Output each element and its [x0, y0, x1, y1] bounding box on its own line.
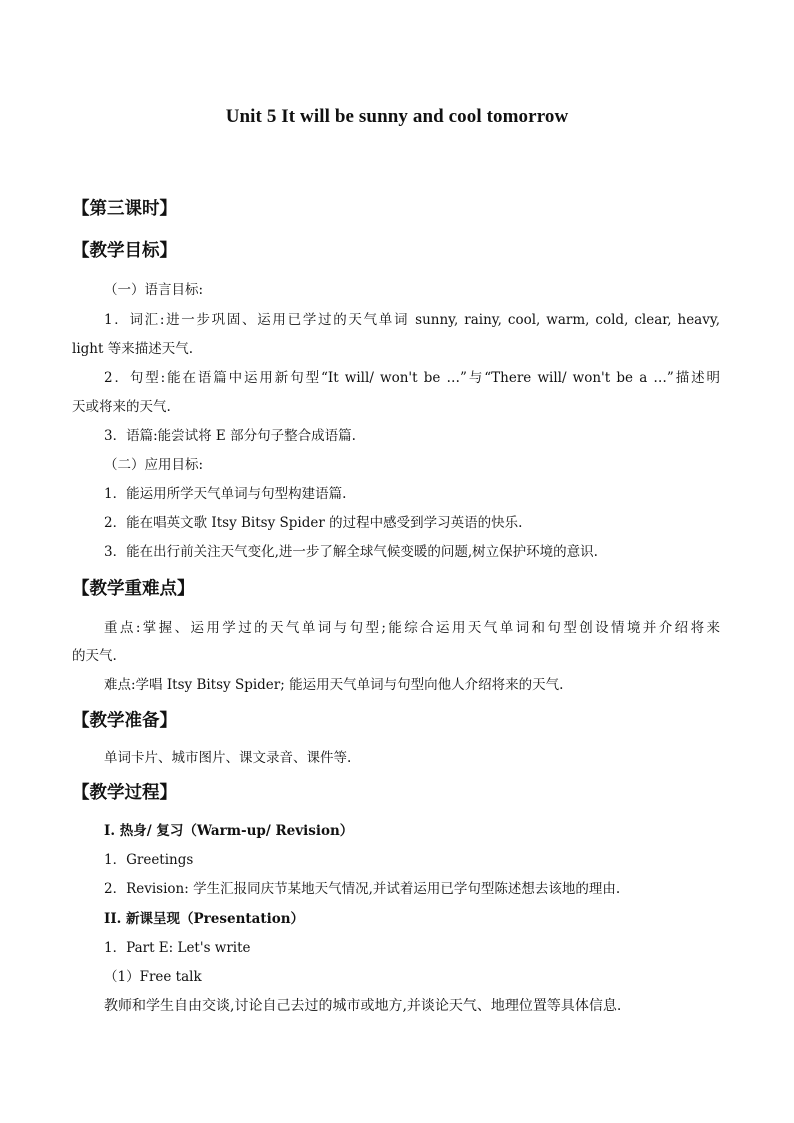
step-presentation-subitem-1: （1）Free talk — [104, 969, 202, 985]
objective-item-2-line1: 2．句型:能在语篇中运用新句型“It will/ won't be …”与“There will/ won't be a …”描述明 — [104, 370, 720, 386]
application-item-1: 1．能运用所学天气单词与句型构建语篇. — [104, 486, 347, 502]
key-point-line2: 的天气. — [72, 648, 117, 664]
section-preparation-heading: 【教学准备】 — [72, 711, 177, 731]
application-item-3: 3．能在出行前关注天气变化,进一步了解全球气候变暖的问题,树立保护环境的意识. — [104, 544, 598, 560]
section-keypoints-heading: 【教学重难点】 — [72, 579, 195, 599]
section-objectives-heading: 【教学目标】 — [72, 241, 177, 261]
objective-item-1-line2: light 等来描述天气. — [72, 341, 193, 357]
difficult-point: 难点:学唱 Itsy Bitsy Spider; 能运用天气单词与句型向他人介绍将来的天气. — [104, 677, 564, 693]
objective-item-3: 3．语篇:能尝试将 E 部分句子整合成语篇. — [104, 428, 356, 444]
key-point-line1: 重点:掌握、运用学过的天气单词与句型;能综合运用天气单词和句型创设情境并介绍将来 — [104, 620, 720, 636]
step-presentation-text: 教师和学生自由交谈,讨论自己去过的城市或地方,并谈论天气、地理位置等具体信息. — [104, 998, 622, 1014]
step-presentation-item-1: 1．Part E: Let's write — [104, 940, 251, 956]
preparation-text: 单词卡片、城市图片、课文录音、课件等. — [104, 750, 352, 766]
step-warmup-item-2: 2．Revision: 学生汇报同庆节某地天气情况,并试着运用已学句型陈述想去该地的理由. — [104, 881, 621, 897]
step-warmup-heading: I. 热身/ 复习（Warm-up/ Revision） — [104, 823, 354, 839]
section-lesson-heading: 【第三课时】 — [72, 199, 177, 219]
section-process-heading: 【教学过程】 — [72, 783, 177, 803]
step-warmup-item-1: 1．Greetings — [104, 852, 194, 868]
objective-item-2-line2: 天或将来的天气. — [72, 399, 171, 415]
objective-item-1-line1: 1．词汇:进一步巩固、运用已学过的天气单词 sunny, rainy, cool, warm, cold, clear, heavy, — [104, 312, 720, 328]
language-objectives-heading: （一）语言目标: — [104, 282, 204, 298]
application-item-2: 2．能在唱英文歌 Itsy Bitsy Spider 的过程中感受到学习英语的快乐. — [104, 515, 523, 531]
document-title: Unit 5 It will be sunny and cool tomorrow — [225, 106, 569, 127]
step-presentation-heading: II. 新课呈现（Presentation） — [104, 911, 305, 927]
application-objectives-heading: （二）应用目标: — [104, 457, 204, 473]
